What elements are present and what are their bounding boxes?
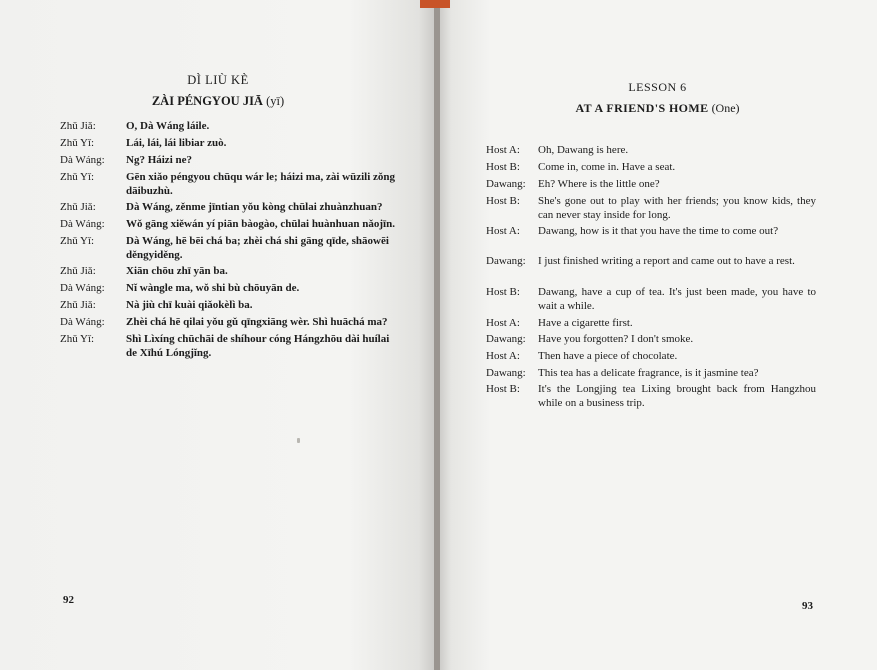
dialogue-line (486, 366, 816, 380)
speaker-label: Host A: (486, 350, 520, 362)
line-text: I just finished writing a report and came out to have a rest. (538, 255, 795, 267)
line-text: Dà Wáng, hē bēi chá ba; zhèi chá shi gāng qīde, shāowēi děngyiděng. (126, 235, 389, 261)
dialogue-line (60, 200, 400, 214)
line-text: Eh? Where is the little one? (538, 178, 660, 190)
dialogue-line (60, 217, 400, 231)
speaker-label: Zhǔ Yǐ: (60, 171, 95, 183)
dialogue-line (60, 298, 400, 312)
dialogue-line (60, 153, 400, 167)
dialogue-line (60, 264, 400, 278)
speaker-label: Zhǔ Yǐ: (60, 235, 95, 247)
speaker-label: Zhǔ Jiǎ: (60, 120, 96, 132)
dialogue-line (60, 170, 400, 198)
speaker-label: Dawang: (486, 178, 526, 190)
dialogue-line (60, 281, 400, 295)
dialogue-line (486, 316, 816, 330)
dialogue-line (60, 332, 400, 360)
page-number: 92 (63, 594, 74, 606)
line-text: Gēn xiǎo péngyou chūqu wár le; háizi ma, zài wūzili zǒng dāibuzhù. (126, 171, 396, 197)
page-number: 93 (802, 600, 813, 612)
speaker-label: Dà Wáng: (60, 218, 105, 230)
line-text: Shì Lìxíng chūchāi de shíhour cóng Hángzhōu dài huílai de Xīhú Lóngjǐng. (126, 333, 390, 359)
speaker-label: Dà Wáng: (60, 316, 105, 328)
line-text: Dawang, have a cup of tea. It's just been made, you have to wait a while. (538, 286, 816, 312)
dialogue-line (486, 254, 816, 268)
speaker-label: Host B: (486, 195, 520, 207)
lesson-title-english: LESSON 6 (628, 80, 687, 94)
line-text: Zhèi chá hē qilai yǒu gǔ qīngxiāng wèr. Shì huāchá ma? (126, 316, 388, 328)
line-text: Nǐ wàngle ma, wǒ shi bù chōuyān de. (126, 282, 300, 294)
cover-edge (420, 0, 450, 8)
speaker-label: Host B: (486, 161, 520, 173)
speaker-label: Dawang: (486, 333, 526, 345)
speaker-label: Dawang: (486, 255, 526, 267)
speaker-label: Host A: (486, 225, 520, 237)
line-text: She's gone out to play with her friends; you know kids, they can never stay inside for long. (538, 195, 816, 221)
line-text: Ng? Háizi ne? (126, 154, 192, 166)
line-text: O, Dà Wáng láile. (126, 120, 210, 132)
speaker-label: Dà Wáng: (60, 282, 105, 294)
speaker-label: Host A: (486, 317, 520, 329)
line-text: Xiān chōu zhī yān ba. (126, 265, 228, 277)
speaker-label: Host B: (486, 286, 520, 298)
speaker-label: Zhǔ Jiǎ: (60, 201, 96, 213)
subtitle-english-main: AT A FRIEND'S HOME (575, 101, 709, 115)
subtitle-pinyin (0, 94, 436, 109)
dialogue-line (486, 332, 816, 346)
line-text: Come in, come in. Have a seat. (538, 161, 676, 173)
line-text: Oh, Dawang is here. (538, 144, 629, 156)
dialogue-line (486, 349, 816, 363)
line-text: It's the Longjing tea Lixing brought back from Hangzhou while on a business trip. (538, 383, 816, 409)
speaker-label: Dawang: (486, 367, 526, 379)
line-text: Lái, lái, lái libiar zuò. (126, 137, 227, 149)
lesson-title-pinyin: DÌ LIÙ KÈ (187, 73, 249, 87)
dialogue-line (60, 315, 400, 329)
dialogue-line (486, 177, 816, 191)
speaker-label: Host B: (486, 383, 520, 395)
subtitle-english-paren: (One) (711, 101, 740, 115)
dialogue-line (60, 136, 400, 150)
line-text: Have you forgotten? I don't smoke. (538, 333, 694, 345)
dialogue-line (486, 382, 816, 410)
dialogue-line (486, 143, 816, 157)
speaker-label: Zhǔ Jiǎ: (60, 299, 96, 311)
subtitle-english (438, 101, 877, 116)
line-text: Have a cigarette first. (538, 317, 633, 329)
speaker-label: Zhǔ Jiǎ: (60, 265, 96, 277)
line-text: Nà jiù chī kuài qiǎokèlì ba. (126, 299, 253, 311)
line-text: Wǒ gāng xiěwán yí piān bàogào, chūlai huànhuan nǎojīn. (126, 218, 395, 230)
dialogue-line (486, 224, 816, 238)
dialogue-line (60, 234, 400, 262)
subtitle-pinyin-main: ZÀI PÉNGYOU JIĀ (151, 94, 263, 108)
paper-speck (297, 438, 300, 443)
line-text: Dà Wáng, zěnme jīntian yǒu kòng chūlai zhuànzhuan? (126, 201, 383, 213)
speaker-label: Host A: (486, 144, 520, 156)
dialogue-line (486, 194, 816, 222)
line-text: This tea has a delicate fragrance, is it jasmine tea? (538, 367, 759, 379)
speaker-label: Zhǔ Yǐ: (60, 333, 95, 345)
line-text: Then have a piece of chocolate. (538, 350, 678, 362)
subtitle-pinyin-paren: (yī) (266, 94, 285, 108)
dialogue-line (60, 119, 400, 133)
speaker-label: Dà Wáng: (60, 154, 105, 166)
line-text: Dawang, how is it that you have the time to come out? (538, 225, 779, 237)
dialogue-line (486, 160, 816, 174)
dialogue-line (486, 285, 816, 313)
speaker-label: Zhǔ Yǐ: (60, 137, 95, 149)
